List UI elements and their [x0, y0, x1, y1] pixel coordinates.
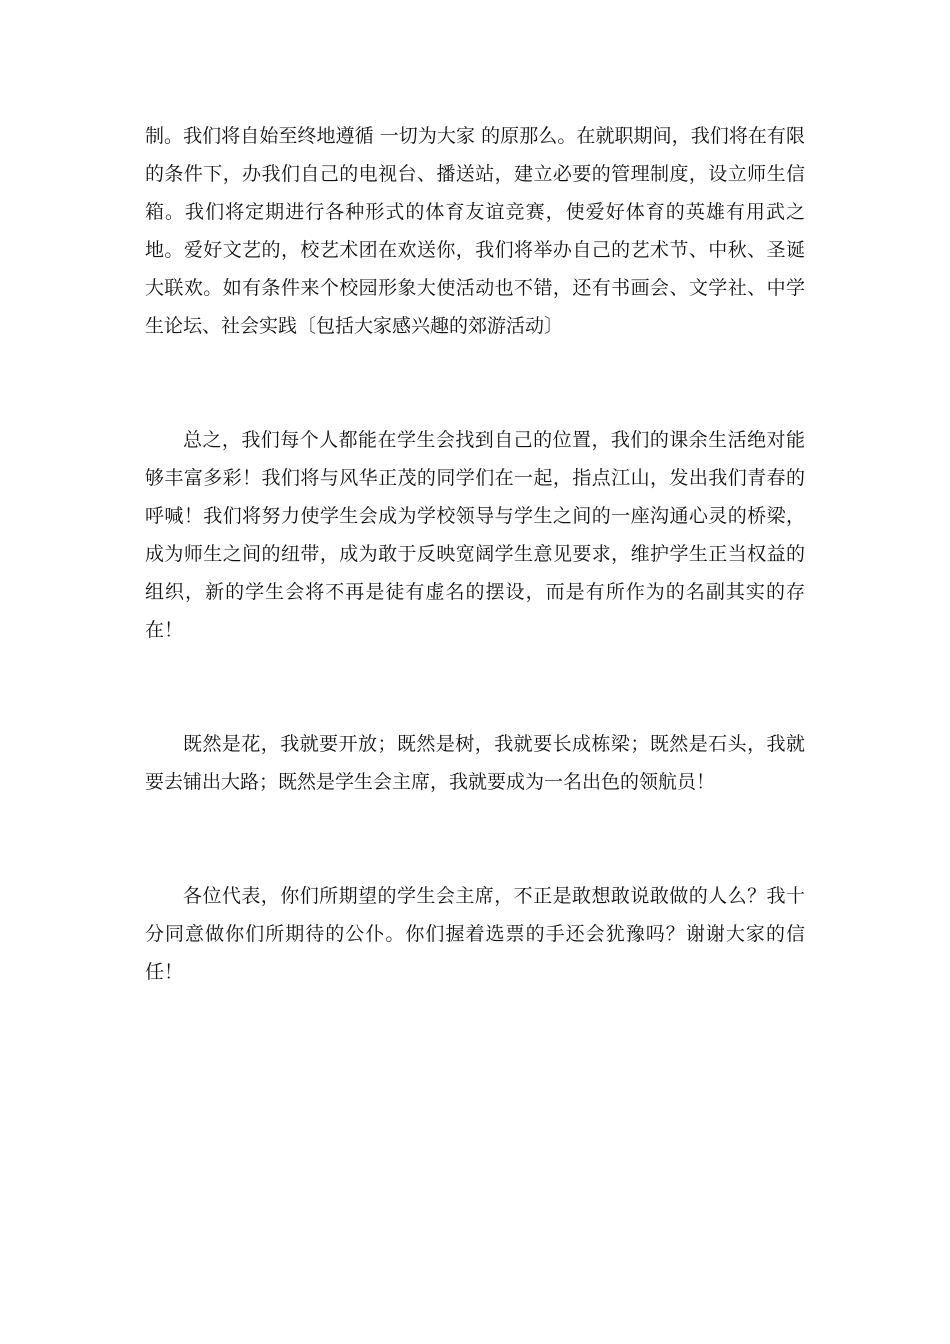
paragraph-spacer: [145, 801, 805, 877]
paragraph-3: 既然是花，我就要开放；既然是树，我就要长成栋梁；既然是石头，我就要去铺出大路；既然是学生会主席，我就要成为一名出色的领航员！: [145, 733, 805, 793]
paragraph-spacer: [145, 345, 805, 421]
paragraph-spacer: [145, 649, 805, 725]
paragraph-1: 制。我们将自始至终地遵循 一切为大家 的原那么。在就职期间，我们将在有限的条件下，办我们自己的电视台、播送站，建立必要的管理制度，设立师生信箱。我们将定期进行各种形式的体育友谊竞赛，使爱好体育的英雄有用武之地。爱好文艺的，校艺术团在欢送你，我们将举办自己的艺术节、中秋、圣诞大联欢。如有条件来个校园形象大使活动也不错，还有书画会、文学社、中学生论坛、社会实践〔包括大家感兴趣的郊游活动〕: [145, 125, 805, 337]
paragraph-2: 总之，我们每个人都能在学生会找到自己的位置，我们的课余生活绝对能够丰富多彩！我们将与风华正茂的同学们在一起，指点江山，发出我们青春的呼喊！我们将努力使学生会成为学校领导与学生之间的一座沟通心灵的桥梁，成为师生之间的纽带，成为敢于反映宽阔学生意见要求，维护学生正当权益的组织，新的学生会将不再是徒有虚名的摆设，而是有所作为的名副其实的存在！: [145, 429, 805, 641]
paragraph-4: 各位代表，你们所期望的学生会主席，不正是敢想敢说敢做的人么？我十分同意做你们所期待的公仆。你们握着选票的手还会犹豫吗？谢谢大家的信任！: [145, 885, 805, 983]
document-body: [145, 117, 805, 991]
